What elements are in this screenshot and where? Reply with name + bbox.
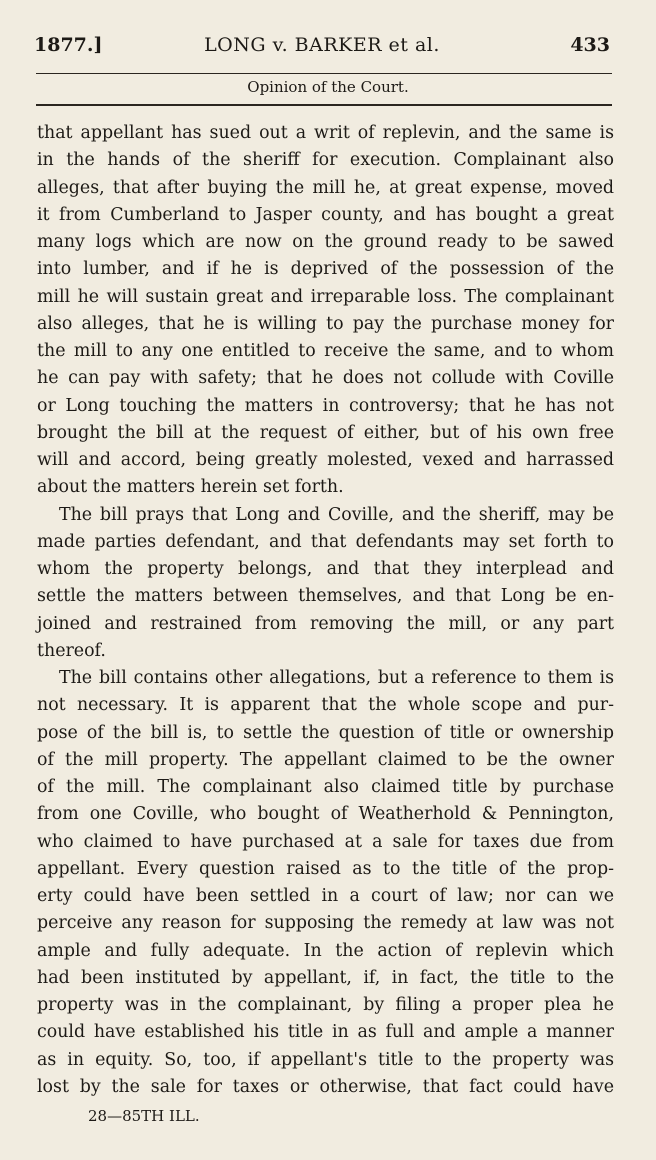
text-line: erty could have been settled in a court of law; nor can we — [37, 886, 614, 906]
text-line: mill he will sustain great and irreparable loss. The complainant — [37, 286, 614, 307]
text-line: ample and fully adequate. In the action of replevin which — [37, 940, 614, 961]
case-title: LONG v. BARKER et al. — [204, 34, 440, 56]
header-rule-top — [36, 73, 612, 74]
text-line: from one Coville, who bought of Weatherhold & Pennington, — [37, 804, 614, 825]
text-line: joined and restrained from removing the mill, or any part — [37, 613, 614, 634]
header-rule-bottom — [36, 104, 612, 106]
text-line: also alleges, that he is willing to pay the purchase money for — [37, 313, 614, 334]
text-line: or Long touching the matters in controversy; that he has not — [37, 395, 614, 416]
text-line: The bill contains other allegations, but a reference to them is — [59, 668, 614, 688]
text-line: pose of the bill is, to settle the question of title or ownership — [37, 722, 614, 743]
text-line: many logs which are now on the ground ready to be sawed — [37, 232, 614, 252]
section-subheading: Opinion of the Court. — [247, 78, 409, 96]
text-line: as in equity. So, too, if appellant's title to the property was — [37, 1049, 614, 1070]
text-line: in the hands of the sheriff for execution. Complainant also — [37, 150, 614, 171]
text-line: into lumber, and if he is deprived of the possession of the — [37, 259, 614, 280]
year-label: 1877.] — [34, 34, 103, 56]
text-line: whom the property belongs, and that they interplead and — [37, 559, 614, 579]
text-line: that appellant has sued out a writ of replevin, and the same is — [37, 123, 614, 143]
text-line: who claimed to have purchased at a sale for taxes due from — [37, 831, 614, 852]
text-line: brought the bill at the request of either, but of his own free — [37, 422, 614, 443]
text-line: thereof. — [37, 640, 106, 661]
text-line: the mill to any one entitled to receive the same, and to whom — [37, 341, 614, 361]
text-line: had been instituted by appellant, if, in fact, the title to the — [37, 967, 614, 988]
text-line: appellant. Every question raised as to the title of the prop- — [37, 858, 614, 879]
running-head — [34, 34, 610, 62]
text-line: of the mill. The complainant also claimed title by purchase — [37, 777, 614, 797]
signature-mark: 28—85TH ILL. — [88, 1107, 200, 1125]
text-line: he can pay with safety; that he does not collude with Coville — [37, 368, 614, 389]
text-line: made parties defendant, and that defendants may set forth to — [37, 531, 614, 552]
text-line: alleges, that after buying the mill he, at great expense, moved — [37, 177, 614, 198]
page-number: 433 — [570, 34, 610, 56]
text-line: The bill prays that Long and Coville, and the sheriff, may be — [59, 504, 614, 525]
opinion-text — [37, 120, 614, 1101]
text-line: perceive any reason for supposing the remedy at law was not — [37, 913, 614, 934]
text-line: will and accord, being greatly molested, vexed and harrassed — [37, 450, 614, 470]
text-line: of the mill property. The appellant claimed to be the owner — [37, 749, 614, 770]
text-line: lost by the sale for taxes or otherwise, that fact could have — [37, 1076, 614, 1097]
text-line: it from Cumberland to Jasper county, and has bought a great — [37, 204, 614, 225]
text-line: about the matters herein set forth. — [37, 477, 344, 498]
text-line: not necessary. It is apparent that the whole scope and pur- — [37, 695, 614, 716]
text-line: property was in the complainant, by filing a proper plea he — [37, 995, 614, 1015]
text-line: could have established his title in as full and ample a manner — [37, 1022, 614, 1043]
text-line: settle the matters between themselves, and that Long be en- — [37, 586, 614, 607]
